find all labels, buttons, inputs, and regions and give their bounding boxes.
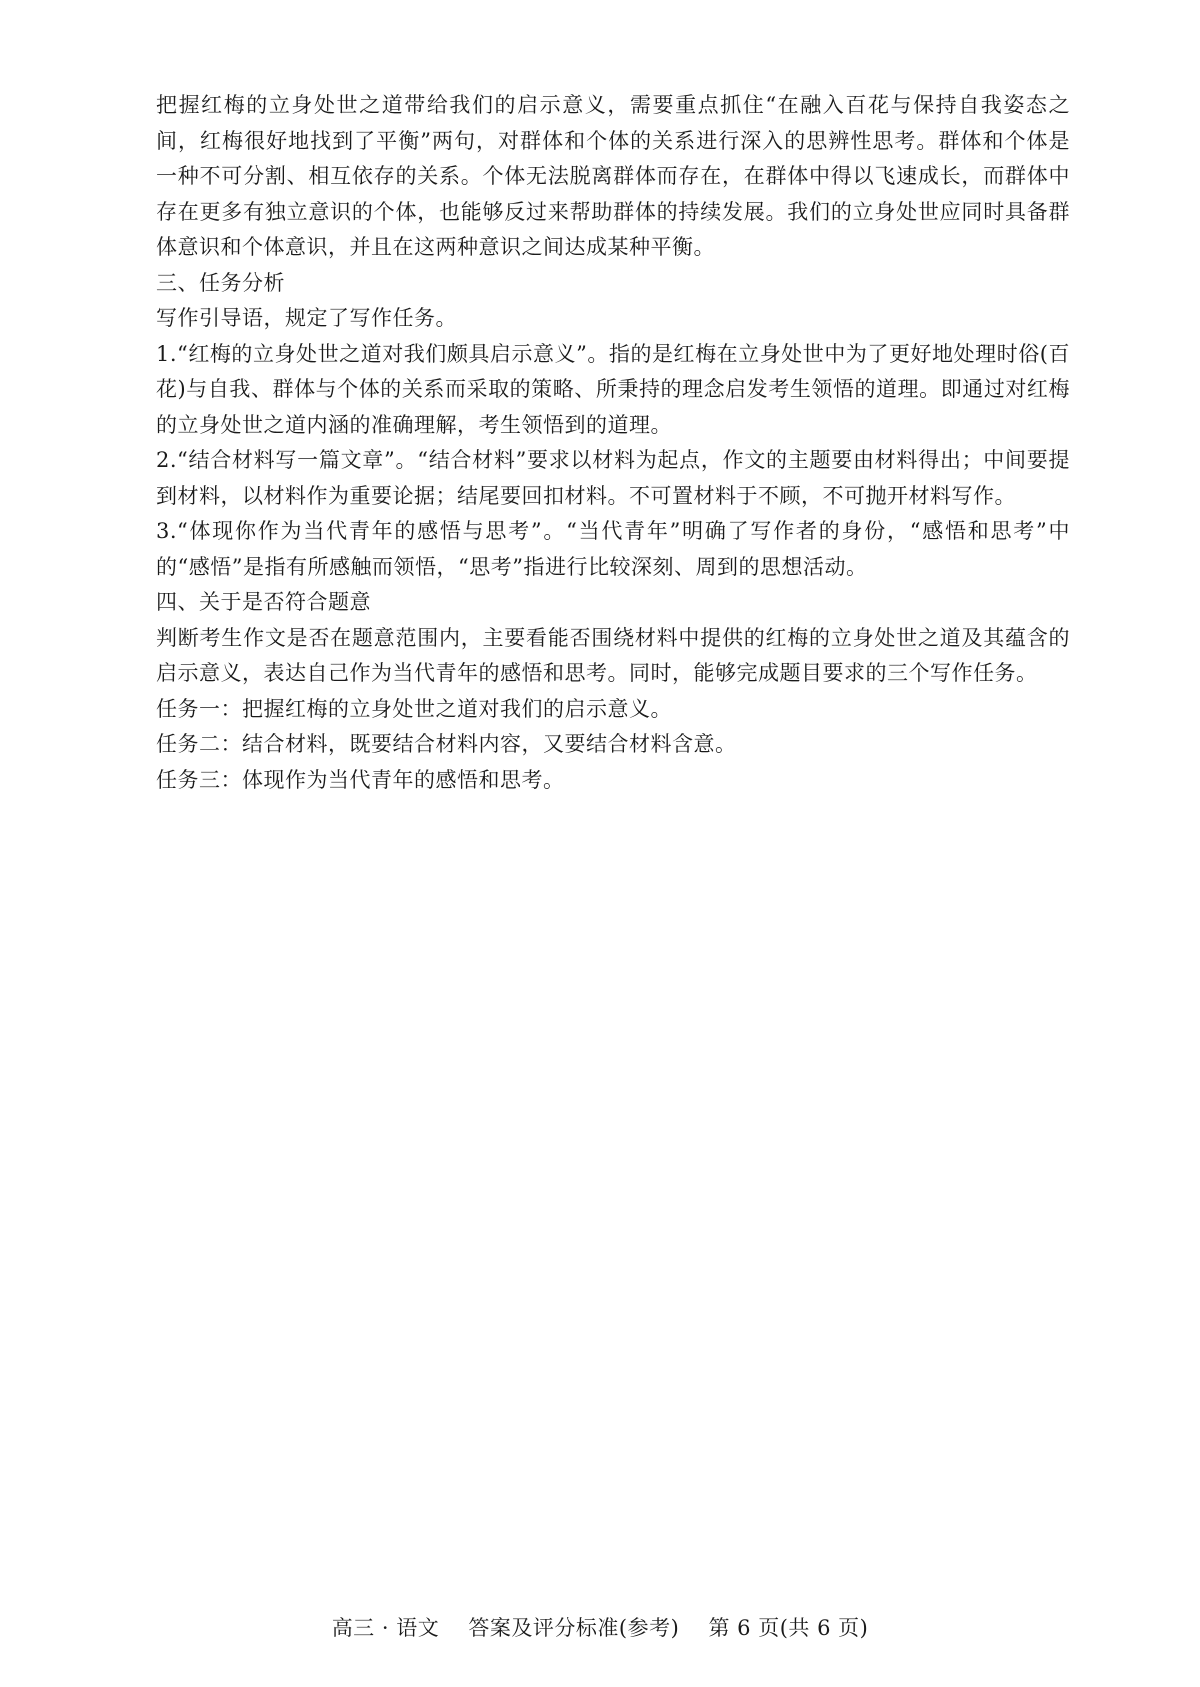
task-item-2: 2.“结合材料写一篇文章”。“结合材料”要求以材料为起点，作文的主题要由材料得出；中间要提到材料，以材料作为重要论据；结尾要回扣材料。不可置材料于不顾，不可抛开材料写作。 (156, 448, 1070, 508)
section3-heading: 三、任务分析 (156, 270, 285, 295)
task-two: 任务二：结合材料，既要结合材料内容，又要结合材料含意。 (156, 732, 737, 756)
footer-doc-title: 答案及评分标准(参考) (468, 1616, 680, 1640)
section4-paragraph: 判断考生作文是否在题意范围内，主要看能否围绕材料中提供的红梅的立身处世之道及其蕴含的启示意义，表达自己作为当代青年的感悟和思考。同时，能够完成题目要求的三个写作任务。 (156, 625, 1070, 685)
task-one: 任务一：把握红梅的立身处世之道对我们的启示意义。 (156, 696, 672, 721)
footer-page-info: 第 6 页(共 6 页) (708, 1616, 869, 1640)
section3-intro: 写作引导语，规定了写作任务。 (156, 306, 457, 330)
task-item-1: 1.“红梅的立身处世之道对我们颇具启示意义”。指的是红梅在立身处世中为了更好地处理时俗(百花)与自我、群体与个体的关系而采取的策略、所秉持的理念启发考生领悟的道理。即通过对红梅的立身处世之道内涵的准确理解，考生领悟到的道理。 (156, 341, 1070, 437)
intro-paragraph: 把握红梅的立身处世之道带给我们的启示意义，需要重点抓住“在融入百花与保持自我姿态之间，红梅很好地找到了平衡”两句，对群体和个体的关系进行深入的思辨性思考。群体和个体是一种不可分割、相互依存的关系。个体无法脱离群体而存在，在群体中得以飞速成长，而群体中存在更多有独立意识的个体，也能够反过来帮助群体的持续发展。我们的立身处世应同时具备群体意识和个体意识，并且在这两种意识之间达成某种平衡。 (156, 93, 1070, 259)
page-footer (0, 1612, 1200, 1642)
document-body (156, 88, 1070, 798)
section4-heading: 四、关于是否符合题意 (156, 590, 371, 614)
task-item-3: 3.“体现你作为当代青年的感悟与思考”。“当代青年”明确了写作者的身份，“感悟和思考”中的“感悟”是指有所感触而领悟，“思考”指进行比较深刻、周到的思想活动。 (156, 519, 1070, 579)
task-three: 任务三：体现作为当代青年的感悟和思考。 (156, 767, 565, 792)
footer-subject: 高三 · 语文 (331, 1616, 440, 1640)
